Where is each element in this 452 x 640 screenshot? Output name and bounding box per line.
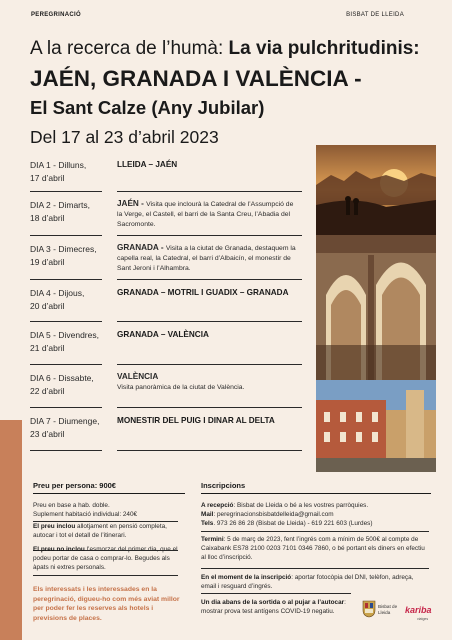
interest-note: Els interessats i les interessades en la peregrinació, digueu-ho com més aviat millor per poder fer les reserves als hotels i previsions de places. (33, 586, 180, 622)
divider (117, 450, 302, 451)
mail-label: Mail (201, 511, 214, 518)
day-title: VALÈNCIA (117, 372, 159, 381)
alhambra-sunset-photo (316, 145, 436, 235)
day-date: 22 d’abril (30, 385, 65, 396)
price-excludes-text: l’esmorzar del primer dia, que el podeu portar de casa o comprar-lo. Begudes als àpats ni extres personals. (33, 546, 178, 571)
kariba-logo-sub: viatges (417, 617, 429, 621)
bisbat-shield-icon (362, 600, 376, 618)
day-title: JAÉN - (117, 199, 147, 208)
photo-collage (316, 145, 436, 472)
day-row (30, 280, 302, 322)
day-label (30, 199, 102, 224)
price-includes-text: allotjament en pensió completa, autocar i tot el detall de l’itinerari. (33, 523, 167, 539)
price-includes-label: El preu inclou (33, 523, 76, 530)
day-name: DIA 1 - Dilluns, (30, 160, 87, 170)
day-title: GRANADA – VALÈNCIA (117, 330, 209, 339)
day-row (30, 152, 302, 192)
day-date: 19 d’abril (30, 256, 65, 267)
divider (201, 568, 429, 569)
title-destinations: JAÉN, GRANADA I VALÈNCIA - (30, 66, 362, 91)
day-name: DIA 6 - Dissabte, (30, 373, 94, 383)
mail-text[interactable]: : peregrinacionsbisbatdelleida@gmail.com (213, 511, 334, 518)
price-excludes-label: El preu no inclou (33, 546, 85, 553)
registration-heading: Inscripcions (201, 481, 431, 494)
day-label (30, 372, 102, 397)
price-base (33, 501, 185, 519)
reception-label: A recepció (201, 502, 234, 509)
registration-docs (201, 573, 429, 591)
day-label (30, 243, 102, 268)
day-description (117, 372, 299, 393)
price-section (33, 481, 185, 494)
price-includes (33, 522, 183, 540)
day-label (30, 159, 102, 184)
covid-label: Un dia abans de la sortida o al pujar a l’autocar (201, 599, 345, 606)
day-name: DIA 2 - Dimarts, (30, 200, 90, 210)
day-title: LLEIDA – JAÉN (117, 160, 178, 169)
day-description (117, 199, 299, 230)
divider (201, 531, 429, 532)
day-name: DIA 5 - Divendres, (30, 330, 99, 340)
price-base-text: Preu en base a hab. doble. (33, 502, 110, 509)
decorative-corner (0, 420, 22, 640)
phone-label: Tels (201, 520, 214, 527)
day-row (30, 408, 302, 451)
price-supplement-text: Suplement habitació individual: 240€ (33, 511, 138, 518)
day-desc: Visita a la ciutat de Granada, destaquem la capella real, la Catedral, el barri d’Albaicín, el monestir de Sant Jeroni i l’Alhambra. (117, 245, 296, 272)
day-title: GRANADA – MOTRIL I GUADIX – GRANADA (117, 288, 289, 297)
title-subtitle: El Sant Calze (Any Jubilar) (30, 97, 265, 118)
day-row (30, 236, 302, 280)
divider (201, 593, 351, 594)
price-excludes (33, 545, 183, 572)
deadline (201, 535, 429, 562)
day-row (30, 192, 302, 236)
day-date: 23 d’abril (30, 428, 65, 439)
day-desc: Visita panoràmica de la ciutat de València. (117, 384, 245, 391)
day-row (30, 322, 302, 365)
deadline-text: : 5 de març de 2023, fent l’ingrés com a mínim de 500€ al compte de Caixabank ES78 2100 0203 7101 0346 7860, o bé portant els diners en efectiu al lloc d’inscripció. (201, 536, 425, 561)
day-name: DIA 3 - Dimecres, (30, 244, 97, 254)
phone-text: . 973 26 86 28 (Bisbat de Lleida) - 619 221 603 (Lurdes) (213, 520, 373, 527)
day-title: MONESTIR DEL PUIG I DINAR AL DELTA (117, 416, 275, 425)
price-heading: Preu per persona: 900€ (33, 481, 185, 494)
day-date: 20 d’abril (30, 300, 65, 311)
day-description (117, 243, 299, 274)
day-name: DIA 7 - Diumenge, (30, 416, 100, 426)
bisbat-logo-text: Bisbat de Lleida (378, 604, 398, 615)
divider (33, 575, 178, 576)
title-prefix: A la recerca de l’humà: (30, 38, 229, 59)
title-line-1 (30, 38, 420, 60)
day-label (30, 287, 102, 312)
day-name: DIA 4 - Dijous, (30, 288, 85, 298)
day-date: 17 d’abril (30, 172, 65, 183)
day-label (30, 329, 102, 354)
header-org: BISBAT DE LLEIDA (346, 12, 404, 18)
day-title: GRANADA - (117, 243, 166, 252)
day-label (30, 415, 102, 440)
covid-requirement (201, 598, 351, 616)
kariba-logo: kariba (405, 605, 432, 615)
docs-label: En el moment de la inscripció (201, 574, 292, 581)
day-date: 21 d’abril (30, 342, 65, 353)
docs-text: : aportar fotocòpia del DNI, telèfon, adreça, email i resguard d’ingrés. (201, 574, 414, 590)
trip-dates: Del 17 al 23 d’abril 2023 (30, 127, 219, 147)
registration-section (201, 481, 431, 494)
title-bold: La via pulchritudinis: (228, 38, 420, 59)
alhambra-arches-photo (316, 235, 436, 380)
valencia-photo (316, 380, 436, 472)
day-desc: Visita que inclourà la Catedral de l’Assumpció de la Verge, el Castell, el barri de la Santa Creu, l’Abadia del Sacromonte. (117, 201, 294, 228)
registration-contact (201, 501, 429, 528)
day-row (30, 365, 302, 408)
divider (30, 450, 102, 452)
covid-text: : mostrar prova test antígens COVID-19 negatiu. (201, 599, 346, 615)
deadline-label: Termini (201, 536, 224, 543)
reception-text: : Bisbat de Lleida o bé a les vostres parròquies. (233, 502, 369, 509)
day-date: 18 d’abril (30, 212, 65, 223)
header-tag: PEREGRINACIÓ (31, 12, 81, 18)
